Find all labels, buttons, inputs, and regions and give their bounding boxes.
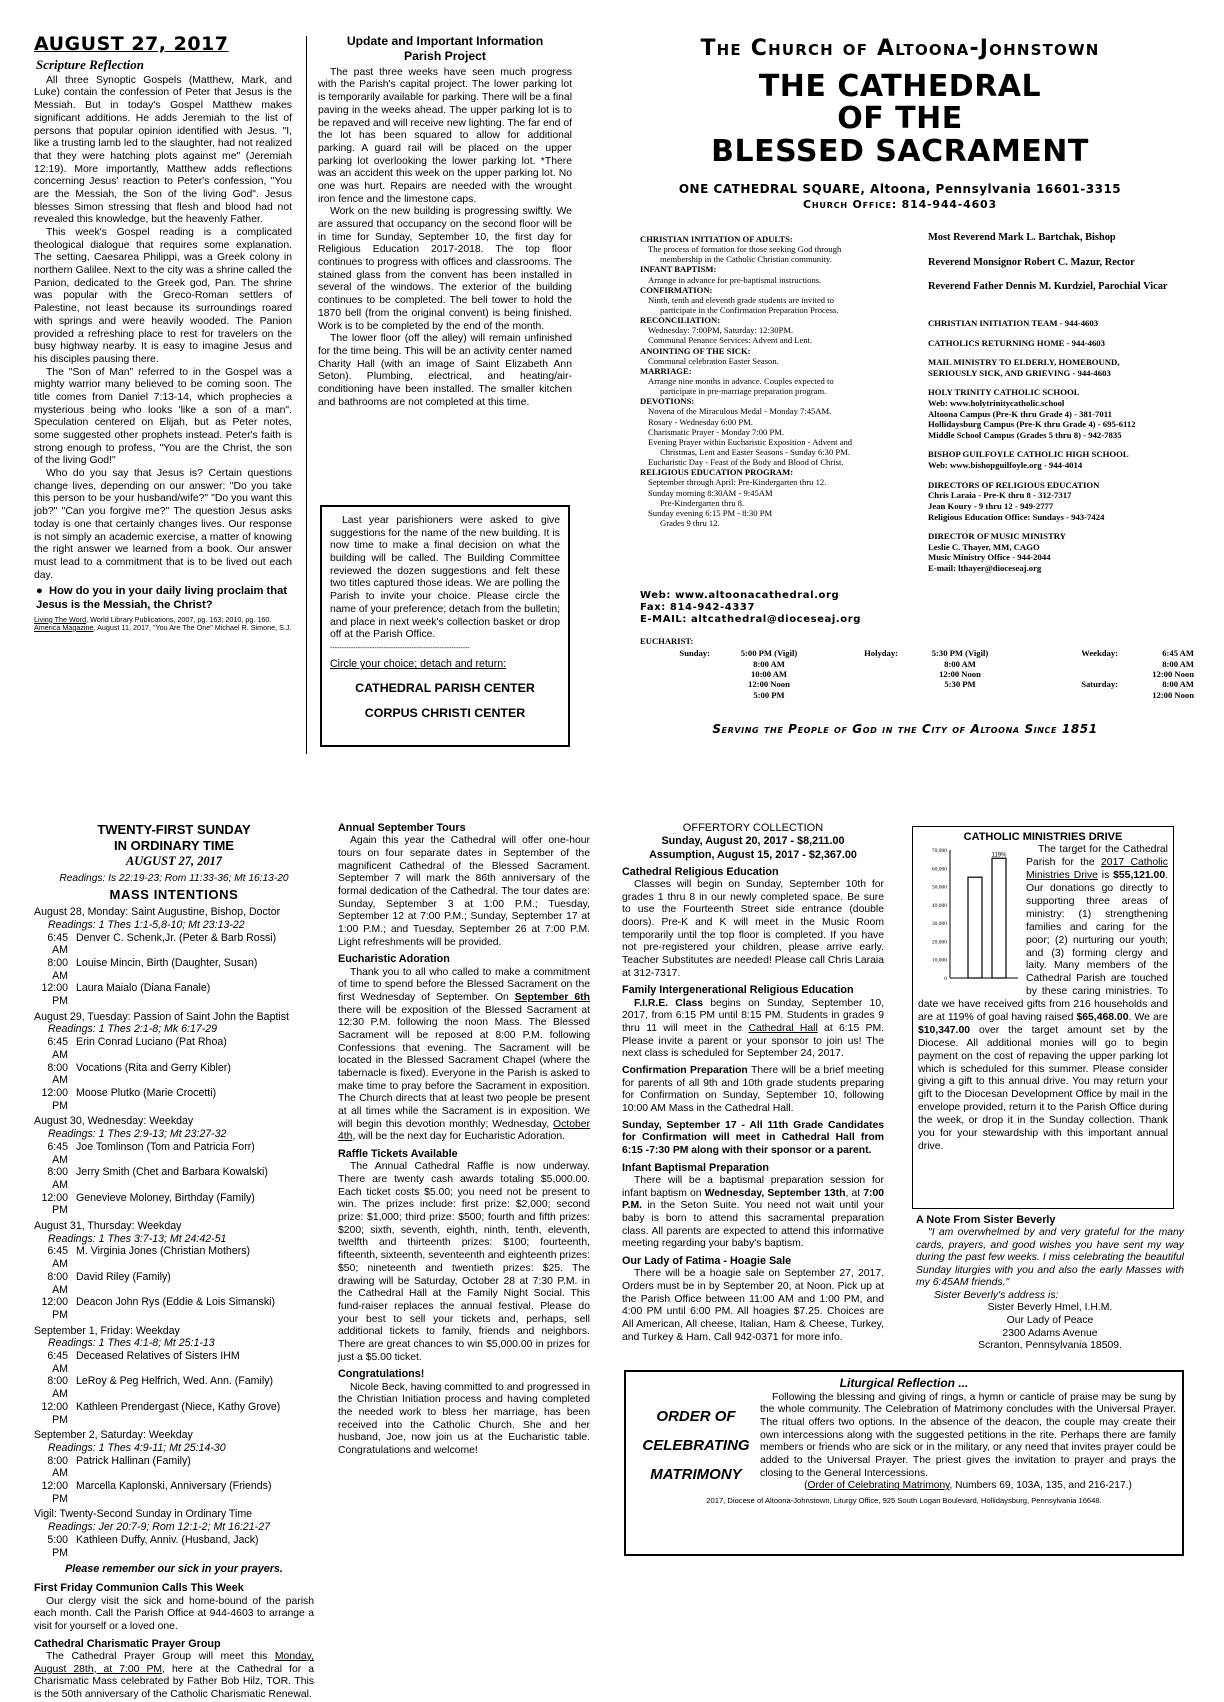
mass-intention [34,1271,314,1296]
mass-time: 6:45 AM [47,1140,68,1166]
sacrament-line: RELIGIOUS EDUCATION PROGRAM: [640,467,794,478]
ministry-entry: DIRECTORS OF RELIGIOUS EDUCATION Chris Laraia - Pre-K thru 8 - 312-7317 Jean Koury - 9 thru 12 - 949-2777 Religious Education Office: Sundays - 943-7424 [928,479,1105,522]
ministry-entry: HOLY TRINITY CATHOLIC SCHOOL Web: www.holytrinitycatholic.school Altoona Campus (Pre-K thru Grade 4) - 381-7011 Hollidaysburg Campus (Pre-K thru Grade 4) - 695-6112 Middle School Campus (Grades 5 thru 8) - 942-7835 [928,387,1136,440]
mass-time: 8:00 AM [47,1166,68,1191]
mass-intention-name: Patrick Hallinan (Family) [76,1454,191,1467]
mass-time: 12:00 PM [41,1480,68,1505]
y-tick-label: 0 [944,976,947,983]
mass-intention-name: Kathleen Prendergast (Niece, Kathy Grove) [76,1400,281,1413]
events-column: Annual September Tours Again this year the Cathedral will offer one-hour tours on four separate dates in September of the magnificent Cathedral of the Blessed Sacrament. September 7 will mark the 86th anniversary of the formal dedication of the Cathedral. The tour dates are: Sunday, September 3 at 1:00 P.M.; Tuesday, September 12 at 7:00 P.M.; Sunday, September 17 at 1:00 P.M.; and Tuesday, September 26 at 7:00 P.M. Light refreshments will be provided. Eucharistic Adoration Thank you to all who called to make a commitment of time to spend before the Blessed Sacrament on the first Wednesday of September. On September 6th there will be exposition of the Blessed Sacrament at 12:30 P.M. following the noon Mass. The Blessed Sacrament will be reposed at 8:00 P.M. following Confessions that evening. The Sacrament will be located in the Blessed Sacrament Chapel (where the tabernacle is fixed). Everyone in the Parish is asked to make time to pray before the Sacrament in exposition. The Church directs that at least two people be present at all times while the Sacrament is in exposition. We will begin this devotion monthly; Wednesday, October 4th, will be the next day for Eucharistic Adoration. Raffle Tickets Available The Annual Cathedral Raffle is now underway. There are twenty cash awards totaling $5,000.00. Each ticket costs $5.00; you need not be present to win. The prizes include: first prize: $2,000; second prize: $1,000; third prize: $500; fourth and fifth prizes: $200; sixth, seventh, eighth, ninth, tenth, eleventh, twelfth and thirteenth prizes: $100; fourteenth, fifteenth, sixteenth, seventeenth and eighteenth prizes: $50; nineteenth and twentieth prizes: $25. The drawing will be Saturday, October 28 at 7:30 P.M. in the Cathedral Hall at the Family Night Social. This fund-raiser replaces the annual festival. Please do your best to sell your tickets and, perhaps, sell additional tickets to family, friends and neighbors. There are great chances to win $5,000.00 in prizes for just a $5.00 ticket. Congratulations! Nicole Beck, having committed to and progressed in the Christian Initiation process and having completed the needed work to bless her marriage, has been received into the Catholic Church. She and her husband, Joe, now join us at the Eucharistic table. Congratulations and welcome! [338,822,590,1456]
sacrament-line: participate in pre-marriage preparation program. [660,386,827,397]
sacrament-line: MARRIAGE: [640,365,692,376]
mass-intention [34,1480,314,1505]
mass-time: 12:00 Noon [939,669,981,680]
scripture-reflection-title: Scripture Reflection [36,56,144,72]
ministry-entry: DIRECTOR OF MUSIC MINISTRY Leslie C. Thayer, MM, CAGO Music Ministry Office - 944-2044 E-mail: lthayer@dioceseaj.org [928,531,1066,573]
mass-intention [34,932,314,957]
mass-day [34,1429,314,1505]
y-tick-label: 20,000 [931,939,947,946]
scripture-paragraph: Who do you say that Jesus is? Certain questions change lives, depending on our answer: "Do you take this person to be your husband/wife?" "Do you want this job?" "Can you forgive me?" The question Jesus asks today is one that certainly changes lives. Our response is not simply an academic exercise, a matter of knowing the right answer we learned from a book. Our answer must lead to a commitment that is to be lived out each day. [34,468,292,581]
mass-intention [34,1245,314,1270]
bar-data-label: 119% [991,852,1007,859]
ministry-entry: MAIL MINISTRY TO ELDERLY, HOMEBOUND, SERIOUSLY SICK, AND GRIEVING - 944-4603 [928,357,1120,378]
mass-intention [34,1166,314,1191]
mass-time: 12:00 PM [41,982,68,1008]
mass-intention-name: Deacon John Rys (Eddie & Lois Simanski) [76,1296,276,1309]
parish-address: ONE CATHEDRAL SQUARE, Altoona, Pennsylvania 16601-3315 [678,182,1122,196]
sacrament-line: Novena of the Miraculous Medal - Monday 7:45AM. [648,406,832,417]
chart-bar [992,859,1006,979]
mass-intention [34,1062,314,1087]
parish-name: THE CATHEDRAL OF THE BLESSED SACRAMENT [711,68,1089,169]
drive-chart [916,844,1022,986]
mass-day-readings: Readings: 1 Thes 3:7-13; Mt 24:42-51 [48,1232,227,1245]
mass-day-title: August 28, Monday: Saint Augustine, Bishop, Doctor [34,906,281,919]
mass-intention [34,982,314,1007]
mass-intentions-list [34,906,314,1559]
sacrament-line: Charismatic Prayer - Monday 7:00 PM. [648,426,785,437]
matrimony-label: ORDER OF CELEBRATING MATRIMONY [642,1407,750,1484]
y-tick-label: 40,000 [931,903,947,910]
liturgical-reflection-box: Liturgical Reflection ... ORDER OF CELEBRATING MATRIMONY Following the blessing and giving of rings, a hymn or canticle of praise may be sung by the whole community. The Celebration of Matrimony concludes with the Universal Prayer. The ritual offers two options. In the absence of the deacon, the couple may create their own intercessions along with the suggested petitions in the rite. Perhaps there are family members or friends who are sick or in the military, or any need that invites prayer could be added to the Universal Prayer. The priest gives the invitation to prayer and prays the closing to the General Intercessions. (Order of Celebrating Matrimony, Numbers 69, 103A, 135, and 216-217.) 2017, Diocese of Altoona-Johnstown, Liturgy Office, 925 South Logan Boulevard, Hollidaysburg, Pennsylvania 16648. [624,1370,1184,1556]
mass-intention [34,1455,314,1480]
y-tick-label: 30,000 [931,921,947,928]
sacrament-line: Grades 9 thru 12. [660,517,720,528]
mass-time: 8:00 AM [47,956,68,982]
mass-time: 8:00 AM [1162,679,1194,690]
sacrament-line: Sunday evening 6:15 PM - 8:30 PM [648,507,773,518]
update-paragraph: The lower floor (off the alley) will remain unfinished for the time being. This will be an activity center named Charity Hall (with an image of Saint Elizabeth Ann Seton). Plumbing, electrical, and heating/air-conditioning have been installed. The smaller kitchen and bathrooms are not completed at this time. [318,333,572,408]
ministry-entry: CHRISTIAN INITIATION TEAM - 944-4603 [928,318,1099,328]
sacrament-line: membership in the Catholic Christian community. [660,254,832,265]
mass-intention-name: Vocations (Rita and Gerry Kibler) [76,1061,231,1074]
clergy-list: Most Reverend Mark L. Bartchak, Bishop Reverend Monsignor Robert C. Mazur, Rector Reverend Father Dennis M. Kurdziel, Parochial Vicar [928,232,1168,293]
mass-intention-name: Jerry Smith (Chet and Barbara Kowalski) [76,1166,268,1179]
update-column [318,34,572,494]
update-paragraph: The past three weeks have seen much progress with the Parish's capital project. The lower parking lot is temporarily available for parking. There will be a final paving in the weeks ahead. The upper parking lot is to be repaved and will receive new lighting. The far end of the lot has been squared to allow for additional parking. A guard rail will be placed on the upper parking lot overlooking the lower parking lot. *There was an accident this week on the upper parking lot. No one was hurt. Repairs are needed with the wrought iron fence and the limestone caps. [318,66,572,205]
option-corpus-christi[interactable]: CORPUS CHRISTI CENTER [364,706,526,721]
mass-day-readings: Readings: 1 Thes 1:1-5,8-10; Mt 23:13-22 [48,918,245,931]
mass-intention [34,1375,314,1400]
sacrament-line: Rosary - Wednesday 6:00 PM. [648,416,753,427]
sacrament-info [640,234,920,584]
sacrament-line: Arrange nine months in advance. Couples expected to [648,375,834,386]
tagline: Serving the People of God in the City of Altoona Since 1851 [712,722,1098,736]
scripture-paragraph: This week's Gospel reading is a complicated theological dialogue that requires some explanation. The setting, Caesarea Philippi, was a Greek colony in northern Galilee. Next to the city was a shrine called the Panion, dedicated to the Greek god, Pan. The shrine was popular with the Greco-Roman settlers of Palestine, not least because its surroundings roared with springs and were heavily wooded. The Panion provided a refreshing place to rest for travelers on the busy highway nearby. It is easy to imagine Jesus and his disciples pausing there. [34,227,292,365]
sacrament-line: ANOINTING OF THE SICK: [640,345,751,356]
mass-time: 12:00 Noon [1152,669,1194,680]
sacrament-line: The process of formation for those seeking God through [648,244,842,255]
update-paragraphs [318,67,572,410]
building-name-poll: Last year parishioners were asked to give suggestions for the name of the new building. It is now time to make a final decision on what the building will be called. The Building Committee reviewed the dozen suggestions and felt these two titles captured those ideas. We are polling the Parish to invite your choice. Please circle the name of your preference; detach from the bulletin; and place in next week's collection basket or drop off at the Parish Office. ------------------------------------------------------------ Circle your choice; detach and return: CATHEDRAL PARISH CENTER CORPUS CHRISTI CENTER [320,505,570,747]
mass-day-readings: Readings: 1 Thes 2:9-13; Mt 23:27-32 [48,1128,227,1141]
sacrament-line: DEVOTIONS: [640,396,695,407]
sacrament-line: CHRISTIAN INITIATION OF ADULTS: [640,234,793,244]
scripture-paragraphs [34,75,292,583]
y-tick-label: 10,000 [931,958,947,965]
mass-time: 12:00 PM [41,1086,68,1112]
eucharist-schedule: EUCHARIST: Sunday: 5:00 PM (Vigil) 8:00 AM 10:00 AM 12:00 Noon 5:00 PM Holyday: 5:30 PM (Vigil) 8:00 AM 12:00 Noon 5:30 PM Weekday: Saturday: 6:45 AM 8:00 AM 12:00 Noon 8:00 AM 12:00 Noon [640,636,1194,700]
scripture-citation: Living The Word, World Library Publications, 2007, pg. 163; 2010, pg. 160. America Magazine, August 11, 2017, "You Are The One" Michael R. Simone, S.J. [34,614,292,632]
mass-time: 12:00 Noon [748,679,790,690]
mass-intention [34,1141,314,1166]
mass-intention-name: Louise Mincin, Birth (Daughter, Susan) [76,956,258,969]
sacrament-line: CONFIRMATION: [640,284,713,295]
reflection-question: ● How do you in your daily living proclaim that Jesus is the Messiah, the Christ? [36,585,288,611]
mass-day [34,1325,314,1427]
website-link[interactable]: Web: www.altoonacathedral.org [640,590,840,601]
y-tick-label: 60,000 [931,866,947,873]
mass-intentions-title: MASS INTENTIONS [109,887,239,903]
mass-intention [34,1036,314,1061]
mass-day-readings: Readings: 1 Thes 4:1-8; Mt 25:1-13 [48,1337,215,1350]
ministry-entry: CATHOLICS RETURNING HOME - 944-4603 [928,337,1105,348]
mass-time: 5:30 PM [944,679,976,690]
sacrament-line: Arrange in advance for pre-baptismal instructions. [648,274,822,285]
mass-time: 6:45 AM [47,1036,68,1061]
mass-time: 5:00 PM (Vigil) [740,648,798,659]
mass-times-table: Sunday: 5:00 PM (Vigil) 8:00 AM 10:00 AM 12:00 Noon 5:00 PM Holyday: 5:30 PM (Vigil) 8:00 AM 12:00 Noon 5:30 PM Weekday: Saturday: 6:45 AM 8:00 AM 12:00 Noon 8:00 AM 12:00 Noon [679,648,1194,700]
sacrament-line: Pre-Kindergarten thru 8. [660,497,745,508]
mass-day [34,906,314,1008]
mass-intention [34,1350,314,1375]
mass-intention-name: Moose Plutko (Marie Crocetti) [76,1086,217,1099]
masthead [600,36,1200,216]
mass-intention-name: LeRoy & Peg Helfrich, Wed. Ann. (Family) [76,1375,274,1388]
sacrament-line: Communal celebration Easter Season. [648,355,779,366]
mass-time: 8:00 AM [753,658,785,669]
mass-intention-name: Deceased Relatives of Sisters IHM [76,1350,240,1363]
mass-intention-name: Kathleen Duffy, Anniv. (Husband, Jack) [76,1533,259,1546]
mass-time: 8:00 AM [47,1454,68,1480]
mass-time: 5:30 PM (Vigil) [931,648,989,659]
mass-intention-name: Genevieve Moloney, Birthday (Family) [76,1191,255,1204]
mass-day [34,1115,314,1217]
mass-time: 6:45 AM [47,1245,68,1271]
mass-intentions-column: TWENTY-FIRST SUNDAY IN ORDINARY TIME AUGUST 27, 2017 Readings: Is 22:19-23; Rom 11:33-36; Mt 16:13-20 MASS INTENTIONS August 28, Monday: Saint Augustine, Bishop, Doctor Readings: 1 Thes 1:1-5,8-10; Mt 23:13-22 6:45 AM Denver C. Schenk,Jr. (Peter & Barb Rossi) 8:00 AM Louise Mincin, Birth (Daughter, Susan) 12:00 PM Laura Maialo (Diana Fanale) August 29, Tuesday: Passion of Saint John the Baptist Readings: 1 Thes 2:1-8; Mk 6:17-29 6:45 AM Erin Conrad Luciano (Pat Rhoa) 8:00 AM Vocations (Rita and Gerry Kibler) 12:00 PM Moose Plutko (Marie Crocetti) August 30, Wednesday: Weekday Readings: 1 Thes 2:9-13; Mt 23:27-32 6:45 AM Joe Tomlinson (Tom and Patricia Forr) 8:00 AM Jerry Smith (Chet and Barbara Kowalski) 12:00 PM Genevieve Moloney, Birthday (Family) August 31, Thursday: Weekday Readings: 1 Thes 3:7-13; Mt 24:42-51 6:45 AM M. Virginia Jones (Christian Mothers) 8:00 AM David Riley (Family) 12:00 PM Deacon John Rys (Eddie & Lois Simanski) September 1, Friday: Weekday Readings: 1 Thes 4:1-8; Mt 25:1-13 6:45 AM Deceased Relatives of Sisters IHM 8:00 AM LeRoy & Peg Helfrich, Wed. Ann. (Family) 12:00 PM Kathleen Prendergast (Niece, Kathy Grove) September 2, Saturday: Weekday Readings: 1 Thes 4:9-11; Mt 25:14-30 8:00 AM Patrick Hallinan (Family) 12:00 PM Marcella Kaplonski, Anniversary (Friends) Vigil: Twenty-Second Sunday in Ordinary Time Readings: Jer 20:7-9; Rom 12:1-2; Mt 16:21-27 5:00 PM Kathleen Duffy, Anniv. (Husband, Jack) Please remember our sick in your prayers. First Friday Communion Calls This Week Our clergy visit the sick and home-bound of the parish each month. Call the Parish Office at 944-4603 to arrange a visit for yourself or a loved one. Cathedral Charismatic Prayer Group The Cathedral Prayer Group will meet this Monday, August 28th, at 7:00 PM, here at the Cathedral for a Charismatic Mass celebrated by Father Bob Hilz, TOR. This is the 50th anniversary of the Catholic Charismatic Renewal. [34,822,314,1700]
mass-intention-name: Laura Maialo (Diana Fanale) [76,982,211,995]
mass-time: 6:45 AM [47,931,68,957]
mass-intention-name: Marcella Kaplonski, Anniversary (Friends) [76,1480,272,1493]
sacrament-line: Eucharistic Day - Feast of the Body and Blood of Christ. [648,457,844,468]
fax-number: Fax: 814-942-4337 [640,602,756,614]
bulletin-date: AUGUST 27, 2017 [34,33,229,55]
sacrament-line: September through April: Pre-Kindergarten thru 12. [648,477,827,488]
mass-intention-name: Denver C. Schenk,Jr. (Peter & Barb Rossi) [76,931,277,944]
mass-intention-name: Joe Tomlinson (Tom and Patricia Forr) [76,1140,255,1153]
mass-time: 12:00 PM [41,1191,68,1217]
sister-beverly-note: A Note From Sister Beverly "I am overwhelmed by and very grateful for the many cards, prayers, and good wishes you have sent my way during the past few weeks. I miss celebrating the beautiful Sunday liturgies with you and also the early Masses with my 6:45AM friends." Sister Beverly's address is: Sister Beverly Hmel, I.H.M. Our Lady of Peace 2300 Adams Avenue Scranton, Pennsylvania 18509. [916,1214,1184,1352]
mass-time: 5:00 PM [47,1533,68,1559]
office-phone: Church Office: 814-944-4603 [803,197,997,211]
email-link[interactable]: E-MAIL: altcathedral@dioceseaj.org [640,614,862,626]
sacrament-line: Communal Penance Services: Advent and Lent. [648,335,813,346]
column-divider [306,36,307,754]
mass-time: 8:00 AM [1162,658,1194,669]
mass-time: 8:00 AM [47,1061,68,1087]
chart-bar [968,878,982,979]
mass-time: 6:45 AM [47,1350,68,1375]
mass-intention [34,1192,314,1217]
mass-intention-name: Erin Conrad Luciano (Pat Rhoa) [76,1036,227,1049]
sacrament-line: participate in the Confirmation Preparation Process. [660,304,839,315]
mass-day-title: September 2, Saturday: Weekday [34,1429,193,1442]
announcements-column: OFFERTORY COLLECTION Sunday, August 20, 2017 - $8,211.00 Assumption, August 15, 2017 - $2,367.00 Cathedral Religious Education Classes will begin on Sunday, September 10th for grades 1 thru 8 in our newly completed space. Be sure to use the Fourteenth Street side entrance (double doors). Pre-K and K will meet in the Music Room temporarily until the top floor is completed. If you have not pre-registered your children, please arrive early. Teacher Substitutes are needed! Please call Chris Laraia at 312-7317. Family Intergenerational Religious Education F.I.R.E. Class begins on Sunday, September 10, 2017, from 6:15 PM until 8:15 PM. Students in grades 9 thru 11 will meet in the Cathedral Hall at 6:15 PM. Please invite a parent or your sponsor to join us! The next class is scheduled for September 24, 2017. Confirmation Preparation There will be a brief meeting for parents of all 9th and 10th grade students preparing for Confirmation on Sunday, September 10, following 10:00 AM Mass in the Cathedral Hall. Sunday, September 17 - All 11th Grade Candidates for Confirmation will meet in Cathedral Hall from 6:15 -7:30 PM along with their sponsor or a parent. Infant Baptismal Preparation There will be a baptismal preparation session for infant baptism on Wednesday, September 13th, at 7:00 P.M. in the Seton Suite. You need not wait until your baby is born to attend this sacramental preparation class. All parents are expected to attend this informative meeting regarding your baby's baptism. Our Lady of Fatima - Hoagie Sale There will be a hoagie sale on September 27, 2017. Orders must be in by September 20, at Noon. Pick up at the Parish Office between 11:00 AM and 1:00 PM, and 4:00 PM until 6:00 PM. All hoagies $7.25. Choices are All American, All cheese, Italian, Ham & Cheese, Turkey, and Turkey & Ham. Call 942-0371 for more info. [622,822,885,1343]
drive-title: CATHOLIC MINISTRIES DRIVE [963,831,1123,843]
sacrament-line: Christmas, Lent and Easter Seasons - Sunday 6:30 PM. [660,446,850,457]
mass-day-readings: Readings: Jer 20:7-9; Rom 12:1-2; Mt 16:21-27 [48,1521,270,1534]
mass-day [34,1508,314,1559]
mass-intention [34,1087,314,1112]
mass-day-readings: Readings: 1 Thes 4:9-11; Mt 25:14-30 [48,1441,226,1454]
ministries-drive-box: CATHOLIC MINISTRIES DRIVE 70,000 60,000 50,000 40,000 30,000 20,000 10,000 0 119% The target for the Cathedral Parish for the 2017 Catholic Ministries Drive is $55,121.00. Our donations go directly to supporting three areas of ministry: (1) strengthening families and caring for the poor; (2) nurturing our youth; and (3) forming clergy and laity. Many members of the Cathedral Parish are touched by these caring ministries. To date we have received gifts from 216 households and are at 119% of goal having raised $65,468.00. We are $10,347.00 over the target amount set by the Diocese. All additional monies will go to begin payment on the cost of repaving the upper parking lot which is scheduled for this summer. Please consider giving a gift to this annual drive. You may return your gift to the Diocesan Development Office by mail in the envelope provided, return it to the Parish Office during the week, or drop it in the Sunday collection. Thank you for your stewardship with this important annual drive. [912,826,1174,1209]
scripture-paragraph: All three Synoptic Gospels (Matthew, Mark, and Luke) contain the confession of Peter that Jesus is the Messiah. But in today's Gospel Matthew makes significant additions. He adds Jeremiah to the list of persons that popular opinion identified with Jesus. "I, like a trusting lamb led to the slaughter, had not realized that they were hatching plots against me" (Jeremiah 12:19). More importantly, Matthew adds reflections concerning Jesus' reaction to Peter's confession, "You are the Messiah, the Son of the living God". Jesus blesses Simon stressing that flesh and blood had not revealed this knowledge, but the heavenly Father. [34,74,292,226]
scripture-paragraph: The "Son of Man" referred to in the Gospel was a mighty warrior many believed to be coming soon. The title comes from Daniel 7:13-14, which prophecies a mysterious being who looks 'like a son of a man". Speculation centered on Elijah, but as Peter notes, some suggested other prophets instead. Peter's faith is strong enough to profess, "You are the Christ, the son of the living God!" [34,366,292,467]
mass-day [34,1011,314,1113]
update-title: Update and Important Information Parish Project [346,34,544,63]
mass-time: 12:00 Noon [1152,689,1194,700]
mass-intention-name: David Riley (Family) [76,1270,171,1283]
mass-day-title: August 31, Thursday: Weekday [34,1220,182,1233]
update-paragraph: Work on the new building is progressing swiftly. We are assured that occupancy on the second floor will be in time for Sunday, September 10, the first day for Religious Education 2017-2018. The top floor continues to progress with offices and classrooms. The stained glass from the convent has been installed in several of the windows. The exterior of the building continues to be completed. The bell tower to hold the 1870 bell (from the original convent) is being finished. Work is to be completed by the end of the month. [318,206,572,332]
mass-time: 8:00 AM [47,1270,68,1296]
mass-day-title: September 1, Friday: Weekday [34,1324,180,1337]
scripture-column [34,34,292,754]
sacrament-line: Evening Prayer within Eucharistic Exposition - Advent and [648,436,853,447]
mass-time: 12:00 PM [41,1400,68,1426]
mass-day-readings: Readings: 1 Thes 2:1-8; Mk 6:17-29 [48,1023,218,1036]
sacrament-line: RECONCILIATION: [640,315,721,326]
mass-intention-name: M. Virginia Jones (Christian Mothers) [76,1245,251,1258]
mass-time: 6:45 AM [1162,648,1194,659]
sacrament-line: Wednesday: 7:00PM, Saturday: 12:30PM. [648,325,794,336]
mass-day-title: Vigil: Twenty-Second Sunday in Ordinary Time [34,1508,253,1521]
mass-day [34,1220,314,1322]
mass-intention [34,1401,314,1426]
y-tick-label: 50,000 [931,884,947,891]
mass-day-title: August 29, Tuesday: Passion of Saint John the Baptist [34,1010,289,1023]
mass-time: 12:00 PM [41,1296,68,1321]
sacrament-line: Ninth, tenth and eleventh grade students are invited to [648,294,834,305]
ministry-list [928,318,1208,636]
mass-intention [34,1534,314,1559]
y-tick-label: 70,000 [931,848,947,855]
sacrament-line: INFANT BAPTISM: [640,264,717,275]
option-parish-center[interactable]: CATHEDRAL PARISH CENTER [355,681,535,696]
mass-time: 5:00 PM [753,689,785,700]
mass-intention [34,1296,314,1321]
mass-time: 8:00 AM [47,1375,68,1401]
ministry-entry: BISHOP GUILFOYLE CATHOLIC HIGH SCHOOL Web: www.bishopguilfoyle.org - 944-4014 [928,449,1129,471]
diocese-name: The Church of Altoona-Johnstown [700,36,1100,61]
contact-info [640,590,930,626]
mass-intention [34,957,314,982]
mass-day-title: August 30, Wednesday: Weekday [34,1115,194,1128]
mass-time: 10:00 AM [750,669,788,680]
mass-time: 8:00 AM [944,658,976,669]
sacrament-line: Sunday morning 8:30AM - 9:45AM [648,487,773,498]
